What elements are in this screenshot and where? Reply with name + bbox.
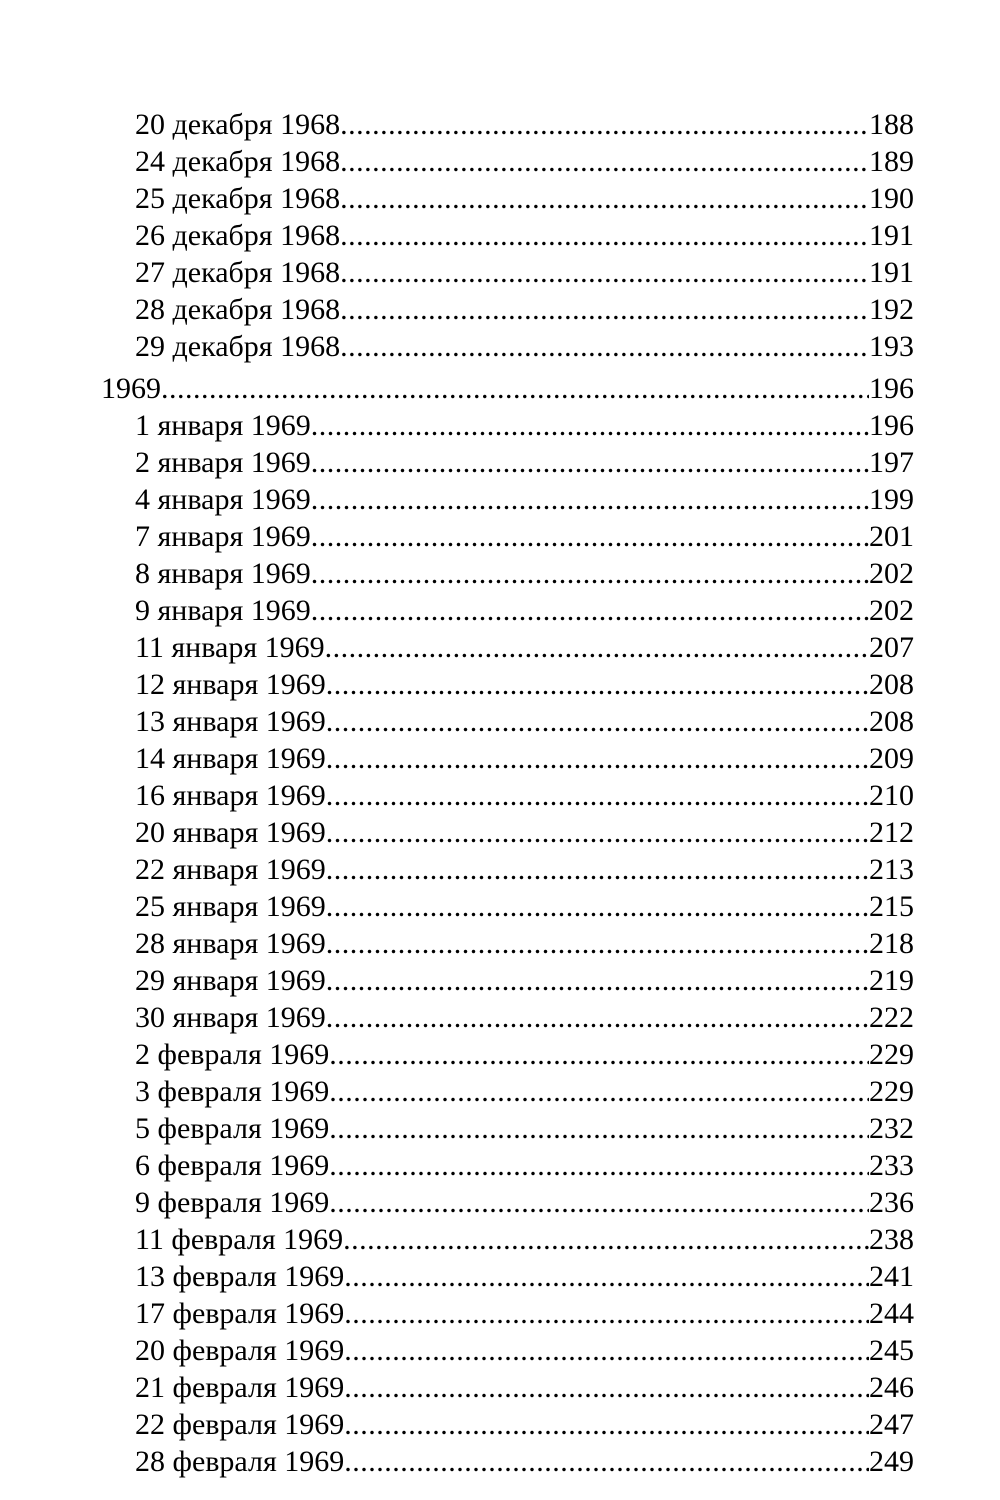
toc-entry[interactable] — [0, 444, 1000, 481]
toc-entry[interactable] — [0, 555, 1000, 592]
toc-entry-label: 9 января 1969 — [135, 594, 311, 627]
toc-entry[interactable] — [0, 254, 1000, 291]
toc-page-number: 201 — [869, 520, 914, 553]
toc-entry-label: 28 декабря 1968 — [135, 293, 341, 326]
toc-page-number: 191 — [869, 219, 914, 252]
toc-entry-label: 16 января 1969 — [135, 779, 326, 812]
toc-entry[interactable] — [0, 1147, 1000, 1184]
toc-page-number: 196 — [869, 372, 914, 405]
toc-entry-label: 28 февраля 1969 — [135, 1445, 345, 1478]
toc-page-number: 188 — [869, 108, 914, 141]
toc-entry-label: 30 января 1969 — [135, 1001, 326, 1034]
toc-entry-label: 21 февраля 1969 — [135, 1371, 345, 1404]
toc-page-number: 191 — [869, 256, 914, 289]
dot-leader — [340, 180, 869, 217]
dot-leader — [326, 851, 869, 888]
toc-page-number: 209 — [869, 742, 914, 775]
toc-page-number: 189 — [869, 145, 914, 178]
dot-leader — [340, 291, 869, 328]
toc-entry-label: 1969 — [101, 372, 161, 405]
toc-page-number: 196 — [869, 409, 914, 442]
toc-entry-label: 22 февраля 1969 — [135, 1408, 345, 1441]
toc-entry[interactable] — [0, 1295, 1000, 1332]
toc-page-number: 244 — [869, 1297, 914, 1330]
toc-entry-label: 24 декабря 1968 — [135, 145, 341, 178]
dot-leader — [340, 328, 869, 365]
toc-entry-label: 26 декабря 1968 — [135, 219, 341, 252]
toc-entry-label: 17 февраля 1969 — [135, 1297, 345, 1330]
toc-entry[interactable] — [0, 1221, 1000, 1258]
dot-leader — [344, 1443, 869, 1480]
toc-page-number: 215 — [869, 890, 914, 923]
toc-entry-label: 20 декабря 1968 — [135, 108, 341, 141]
dot-leader — [326, 777, 869, 814]
toc-page-number: 199 — [869, 483, 914, 516]
dot-leader — [344, 1406, 869, 1443]
dot-leader — [161, 367, 869, 411]
dot-leader — [329, 1110, 869, 1147]
toc-entry-label: 11 февраля 1969 — [135, 1223, 344, 1256]
toc-entry[interactable] — [0, 143, 1000, 180]
toc-page-number: 202 — [869, 557, 914, 590]
toc-page-number: 212 — [869, 816, 914, 849]
dot-leader — [326, 888, 869, 925]
toc-entry[interactable] — [0, 851, 1000, 888]
dot-leader — [311, 444, 869, 481]
toc-entry[interactable] — [0, 925, 1000, 962]
toc-page-number: 190 — [869, 182, 914, 215]
dot-leader — [344, 1332, 869, 1369]
toc-entry-label: 14 января 1969 — [135, 742, 326, 775]
table-of-contents — [0, 106, 1000, 1480]
dot-leader — [344, 1369, 869, 1406]
toc-page-number: 208 — [869, 705, 914, 738]
dot-leader — [311, 407, 869, 444]
toc-entry[interactable] — [0, 814, 1000, 851]
dot-leader — [344, 1258, 869, 1295]
toc-entry[interactable] — [0, 592, 1000, 629]
toc-entry[interactable] — [0, 106, 1000, 143]
toc-page-number: 193 — [869, 330, 914, 363]
toc-entry-label: 27 декабря 1968 — [135, 256, 341, 289]
toc-page-number: 247 — [869, 1408, 914, 1441]
toc-entry-label: 22 января 1969 — [135, 853, 326, 886]
dot-leader — [311, 592, 869, 629]
toc-entry[interactable] — [0, 1036, 1000, 1073]
toc-entry[interactable] — [0, 888, 1000, 925]
toc-page-number: 213 — [869, 853, 914, 886]
toc-entry[interactable] — [0, 291, 1000, 328]
dot-leader — [326, 925, 869, 962]
dot-leader — [311, 481, 869, 518]
toc-entry-label: 28 января 1969 — [135, 927, 326, 960]
dot-leader — [340, 254, 869, 291]
toc-entry[interactable] — [0, 962, 1000, 999]
dot-leader — [311, 518, 869, 555]
dot-leader — [329, 1073, 869, 1110]
toc-entry[interactable] — [0, 999, 1000, 1036]
toc-page-number: 229 — [869, 1038, 914, 1071]
toc-entry-label: 13 февраля 1969 — [135, 1260, 345, 1293]
dot-leader — [326, 962, 869, 999]
toc-entry-label: 2 января 1969 — [135, 446, 311, 479]
toc-entry[interactable] — [0, 217, 1000, 254]
toc-entry-label: 20 января 1969 — [135, 816, 326, 849]
toc-page-number: 218 — [869, 927, 914, 960]
toc-entry-label: 3 февраля 1969 — [135, 1075, 330, 1108]
toc-page-number: 219 — [869, 964, 914, 997]
toc-entry[interactable] — [0, 629, 1000, 666]
toc-entry[interactable] — [0, 777, 1000, 814]
toc-entry[interactable] — [0, 1110, 1000, 1147]
toc-entry[interactable] — [0, 1258, 1000, 1295]
toc-entry[interactable] — [0, 1406, 1000, 1443]
toc-entry-label: 29 января 1969 — [135, 964, 326, 997]
toc-entry[interactable] — [0, 407, 1000, 444]
toc-entry-label: 20 февраля 1969 — [135, 1334, 345, 1367]
toc-entry[interactable] — [0, 1073, 1000, 1110]
dot-leader — [329, 1036, 869, 1073]
toc-entry[interactable] — [0, 180, 1000, 217]
toc-page-number: 222 — [869, 1001, 914, 1034]
toc-entry-label: 1 января 1969 — [135, 409, 311, 442]
dot-leader — [311, 555, 869, 592]
dot-leader — [326, 999, 869, 1036]
toc-entry-label: 2 февраля 1969 — [135, 1038, 330, 1071]
dot-leader — [340, 106, 869, 143]
toc-page-number: 236 — [869, 1186, 914, 1219]
dot-leader — [325, 629, 869, 666]
toc-entry-label: 5 февраля 1969 — [135, 1112, 330, 1145]
dot-leader — [326, 703, 869, 740]
toc-page-number: 249 — [869, 1445, 914, 1478]
dot-leader — [329, 1147, 869, 1184]
dot-leader — [326, 814, 869, 851]
dot-leader — [329, 1184, 869, 1221]
toc-entry-label: 7 января 1969 — [135, 520, 311, 553]
toc-page-number: 246 — [869, 1371, 914, 1404]
toc-entry-label: 11 января 1969 — [135, 631, 325, 664]
toc-entry-label: 6 февраля 1969 — [135, 1149, 330, 1182]
dot-leader — [344, 1295, 869, 1332]
toc-page-number: 208 — [869, 668, 914, 701]
dot-leader — [340, 143, 869, 180]
dot-leader — [340, 217, 869, 254]
toc-page-number: 192 — [869, 293, 914, 326]
toc-page-number: 202 — [869, 594, 914, 627]
toc-entry[interactable] — [0, 740, 1000, 777]
toc-entry-label: 4 января 1969 — [135, 483, 311, 516]
toc-page-number: 232 — [869, 1112, 914, 1145]
toc-page-number: 245 — [869, 1334, 914, 1367]
toc-page-number: 197 — [869, 446, 914, 479]
toc-entry-label: 9 февраля 1969 — [135, 1186, 330, 1219]
toc-entry[interactable] — [0, 518, 1000, 555]
toc-page-number: 210 — [869, 779, 914, 812]
toc-page-number: 238 — [869, 1223, 914, 1256]
toc-entry-label: 29 декабря 1968 — [135, 330, 341, 363]
toc-entry[interactable] — [0, 1332, 1000, 1369]
toc-entry[interactable] — [0, 1369, 1000, 1406]
toc-page-number: 233 — [869, 1149, 914, 1182]
toc-entry[interactable] — [0, 1184, 1000, 1221]
dot-leader — [326, 666, 869, 703]
toc-page-number: 229 — [869, 1075, 914, 1108]
toc-section-heading[interactable] — [0, 367, 1000, 407]
dot-leader — [326, 740, 869, 777]
toc-entry[interactable] — [0, 328, 1000, 365]
toc-entry-label: 25 января 1969 — [135, 890, 326, 923]
toc-page-number: 241 — [869, 1260, 914, 1293]
toc-page-number: 207 — [869, 631, 914, 664]
dot-leader — [343, 1221, 869, 1258]
toc-entry[interactable] — [0, 703, 1000, 740]
toc-entry-label: 12 января 1969 — [135, 668, 326, 701]
toc-entry-label: 8 января 1969 — [135, 557, 311, 590]
toc-entry[interactable] — [0, 666, 1000, 703]
toc-entry[interactable] — [0, 1443, 1000, 1480]
toc-entry-label: 25 декабря 1968 — [135, 182, 341, 215]
toc-entry-label: 13 января 1969 — [135, 705, 326, 738]
toc-entry[interactable] — [0, 481, 1000, 518]
